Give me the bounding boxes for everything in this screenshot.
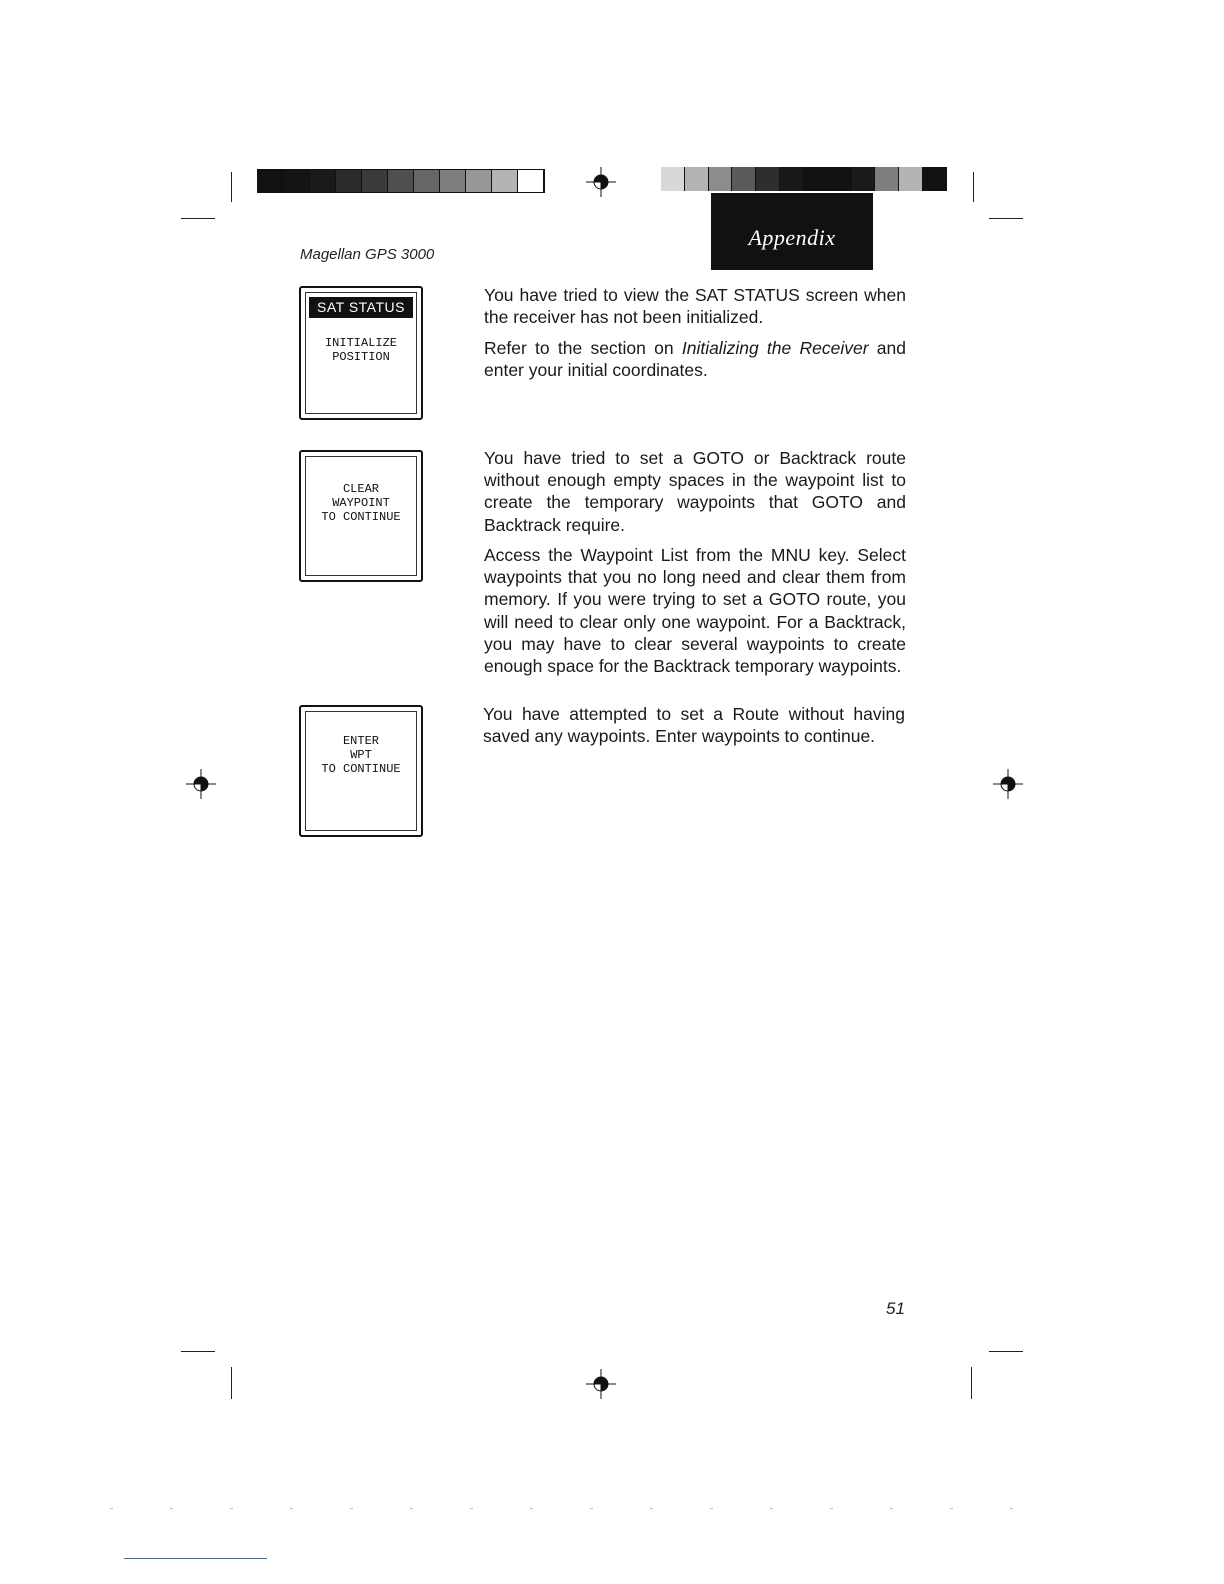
entry-1-paragraph-2 xyxy=(484,337,906,381)
bar-segment xyxy=(466,170,492,192)
bar-segment xyxy=(685,167,709,191)
bar-segment xyxy=(899,167,923,191)
bar-segment xyxy=(336,170,362,192)
bar-segment xyxy=(804,167,828,191)
lcd-screen-message: ENTER WPT TO CONTINUE xyxy=(321,734,401,776)
header-gradient-bar-right xyxy=(661,167,947,191)
lcd-screen-sat-status xyxy=(299,286,423,420)
lcd-screen-message: CLEAR WAYPOINT TO CONTINUE xyxy=(321,482,401,524)
entry-1-paragraph-1: You have tried to view the SAT STATUS screen when the receiver has not been initialized. xyxy=(484,285,906,328)
running-head: Magellan GPS 3000 xyxy=(300,246,435,263)
section-tab xyxy=(711,193,873,270)
registration-target-icon xyxy=(586,167,616,197)
bar-segment xyxy=(388,170,414,192)
bar-segment xyxy=(828,167,852,191)
scan-artifact-dots xyxy=(110,1508,1040,1509)
crop-mark-top-right xyxy=(973,172,974,202)
bar-segment xyxy=(923,167,947,191)
registration-target-icon xyxy=(993,769,1023,799)
bar-segment xyxy=(852,167,876,191)
bar-segment xyxy=(492,170,518,192)
bar-segment xyxy=(310,170,336,192)
entry-1-emphasis: Initializing the Receiver xyxy=(681,338,869,358)
entry-3-paragraph-1: You have attempted to set a Route without having saved any waypoints. Enter waypoints to continue. xyxy=(483,704,905,747)
entry-2-paragraph-2: Access the Waypoint List from the MNU key. Select waypoints that you no long need and clear them from memory. If you were trying to set a GOTO route, you will need to clear only one waypoint. For a Backtrack, you may have to clear several waypoints to create enough space for the Backtrack temporary waypoints. xyxy=(484,545,906,677)
bar-segment xyxy=(661,167,685,191)
entry-1-text: and enter your initial coordinates. xyxy=(484,338,907,381)
registration-target-icon xyxy=(586,1369,616,1399)
crop-mark-bottom-right-h xyxy=(989,1351,1023,1352)
crop-mark-bottom-left xyxy=(231,1367,232,1399)
entry-2-paragraph-1: You have tried to set a GOTO or Backtrack route without enough empty spaces in the waypoint list to create the temporary waypoints that GOTO and Backtrack require. xyxy=(484,448,906,535)
bar-segment xyxy=(440,170,466,192)
bar-segment xyxy=(258,170,284,192)
bar-segment xyxy=(414,170,440,192)
entry-1-text: Refer to the section on xyxy=(484,338,682,358)
lcd-screen-message: INITIALIZE POSITION xyxy=(324,336,397,364)
crop-mark-bottom-left-h xyxy=(181,1351,215,1352)
bar-segment xyxy=(362,170,388,192)
footer-rule xyxy=(124,1558,267,1559)
header-gradient-bar-left xyxy=(257,169,545,193)
bar-segment xyxy=(780,167,804,191)
bar-segment xyxy=(709,167,733,191)
bar-segment xyxy=(756,167,780,191)
registration-target-icon xyxy=(186,769,216,799)
page-number: 51 xyxy=(886,1299,905,1318)
bar-segment xyxy=(284,170,310,192)
bar-segment xyxy=(518,170,544,192)
crop-mark-top-left xyxy=(231,172,232,202)
bar-segment xyxy=(875,167,899,191)
section-tab-label: Appendix xyxy=(748,225,836,250)
lcd-screen-title: SAT STATUS xyxy=(309,297,413,318)
lcd-screen-enter-wpt xyxy=(299,705,423,837)
bar-segment xyxy=(732,167,756,191)
crop-mark-bottom-right xyxy=(971,1367,972,1399)
crop-mark-top-right-h xyxy=(989,218,1023,219)
lcd-screen-clear-waypoint xyxy=(299,450,423,582)
crop-mark-top-left-h xyxy=(181,218,215,219)
